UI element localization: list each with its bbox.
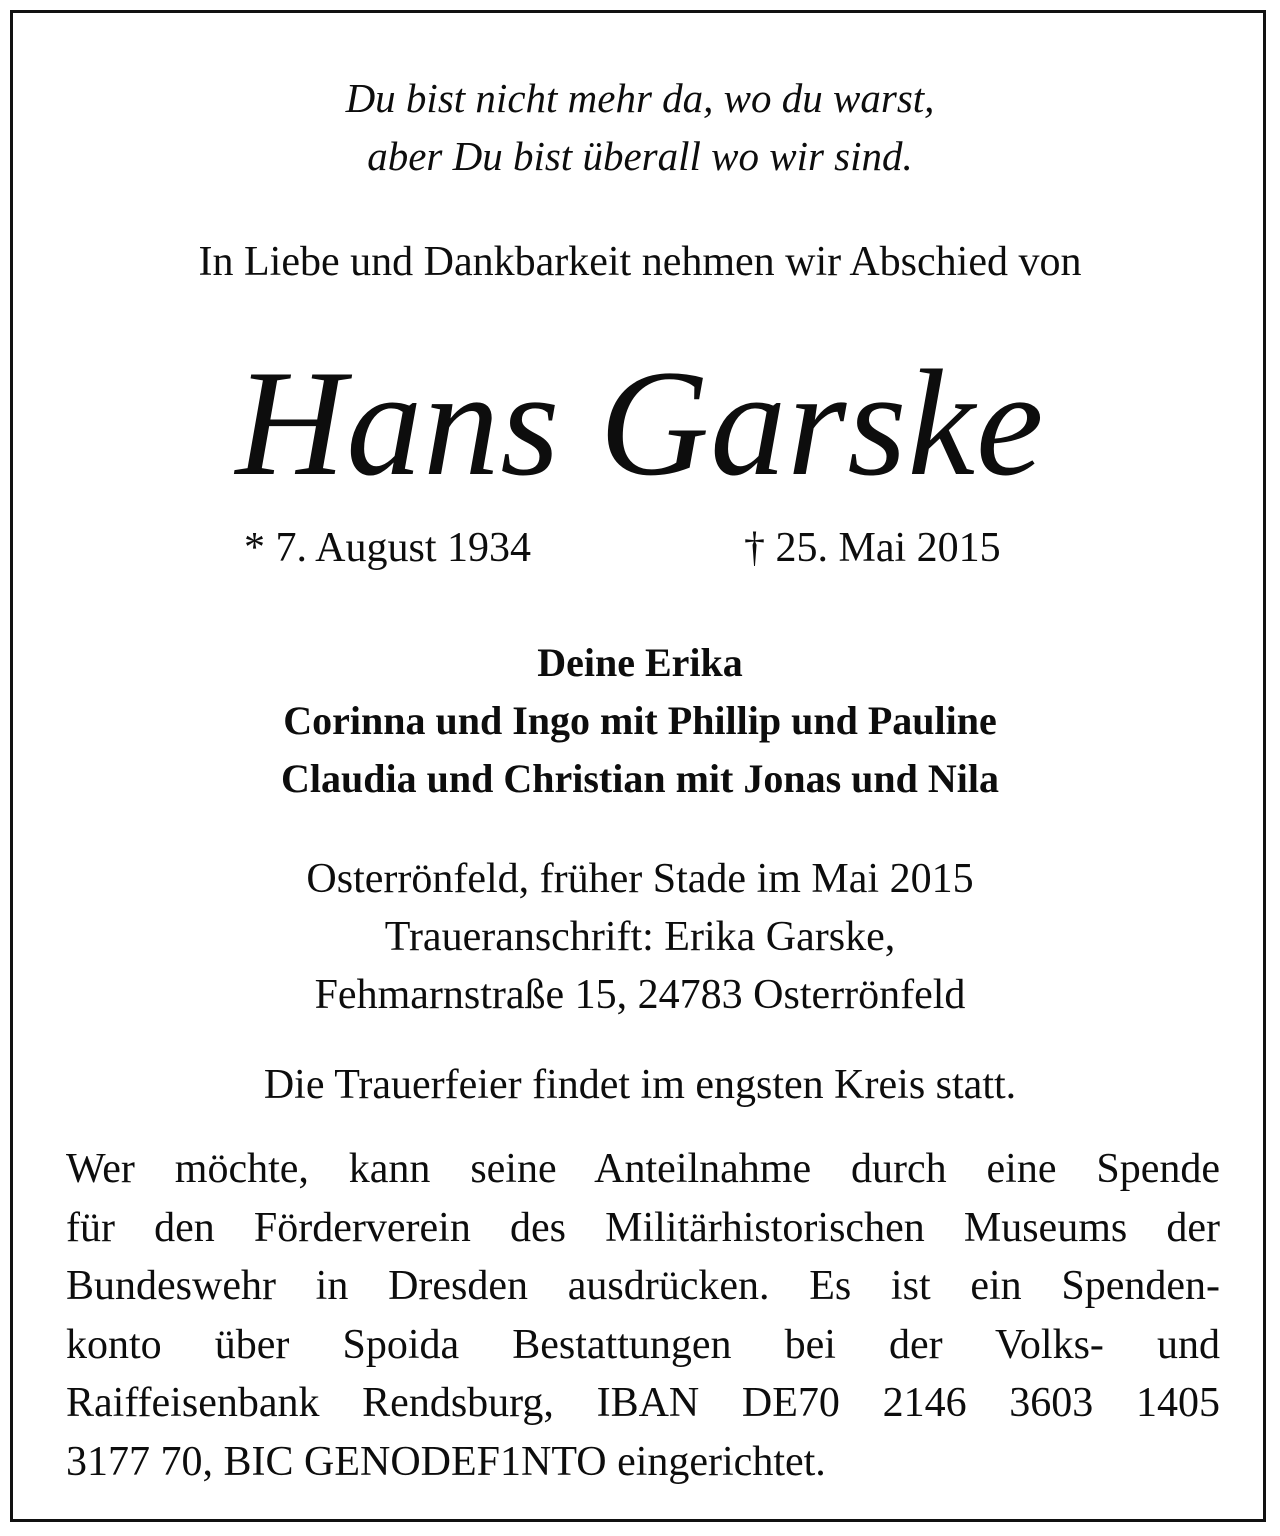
intro-text: In Liebe und Dankbarkeit nehmen wir Abschied von (198, 239, 1082, 285)
donation-line: Wer möchte, kann seine Anteilnahme durch eine Spende (66, 1146, 1220, 1192)
place-date-line: Osterrönfeld, früher Stade im Mai 2015 (306, 856, 974, 902)
service-note: Die Trauerfeier findet im engsten Kreis statt. (263, 1062, 1017, 1108)
motto-line-1: Du bist nicht mehr da, wo du warst, (345, 75, 935, 121)
family-line: Deine Erika (537, 640, 743, 685)
donation-line: für den Förderverein des Militärhistorischen Museums der (66, 1204, 1220, 1251)
mourning-address-label: Traueranschrift: Erika Garske, (384, 914, 896, 960)
mourning-address-street: Fehmarnstraße 15, 24783 Osterrönfeld (314, 972, 966, 1018)
donation-paragraph (66, 1140, 1220, 1491)
deceased-name: Hans Garske (235, 339, 1045, 507)
donation-line: Bundeswehr in Dresden ausdrücken. Es ist ein Spenden- (66, 1263, 1220, 1309)
family-line: Claudia und Christian mit Jonas und Nila (280, 756, 999, 801)
donation-line: Raiffeisenbank Rendsburg, IBAN DE70 2146 3603 1405 (66, 1380, 1220, 1426)
donation-line: konto über Spoida Bestattungen bei der Volks- und (66, 1321, 1220, 1368)
motto-line-2: aber Du bist überall wo wir sind. (367, 133, 913, 179)
family-line: Corinna und Ingo mit Phillip und Pauline (283, 698, 997, 743)
donation-line: 3177 70, BIC GENODEF1NTO eingerichtet. (66, 1438, 826, 1485)
death-date: † 25. Mai 2015 (744, 525, 1001, 571)
birth-date: * 7. August 1934 (244, 525, 532, 571)
